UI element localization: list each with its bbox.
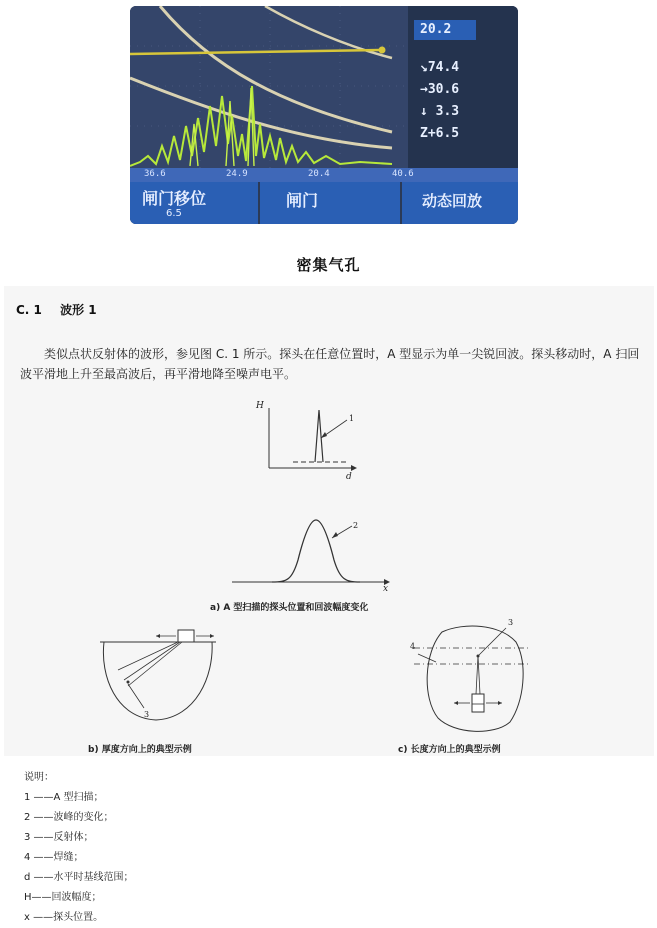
gate-move-value: 6.5 xyxy=(166,208,182,219)
ultrasound-screen-photo xyxy=(130,6,518,224)
marker-2: 2 xyxy=(353,521,359,530)
marker-1: 1 xyxy=(349,414,355,423)
figure-b-thickness xyxy=(96,626,226,726)
readout-value-4: Z+6.5 xyxy=(420,126,460,141)
scale-label: 20.4 xyxy=(308,169,330,179)
readout-value-0: 20.2 xyxy=(420,22,452,37)
description-paragraph: 类似点状反射体的波形，参见图 C. 1 所示。探头在任意位置时，A 型显示为单一尖锐回波。探头移动时，A 扫回波平滑地上升至最高波后，再平滑地降至噪声电平。 xyxy=(20,347,640,381)
axis-label-d: d xyxy=(346,472,352,482)
gate-button[interactable] xyxy=(260,182,400,224)
marker-3-c: 3 xyxy=(508,618,514,627)
scale-label: 36.6 xyxy=(144,169,166,179)
section-title: 波形 1 xyxy=(60,303,97,317)
legend xyxy=(24,768,134,928)
figure-a-caption: a) A 型扫描的探头位置和回波幅度变化 xyxy=(210,603,369,613)
legend-item: 2 ——波峰的变化； xyxy=(24,812,114,823)
figure-echo-envelope xyxy=(232,512,392,592)
legend-item: 1 ——A 型扫描； xyxy=(24,792,104,803)
legend-title: 说明： xyxy=(24,772,54,783)
section-heading xyxy=(16,301,97,318)
axis-label-x: x xyxy=(383,584,389,594)
legend-item: 3 ——反射体； xyxy=(24,832,94,843)
axis-label-h: H xyxy=(256,401,264,411)
readout-value-2: →30.6 xyxy=(420,82,460,97)
section-number: C. 1 xyxy=(16,303,42,317)
legend-item: H——回波幅度； xyxy=(24,892,102,903)
dynamic-playback-button[interactable] xyxy=(402,182,518,224)
dynamic-playback-label: 动态回放 xyxy=(422,192,483,210)
legend-item: d ——水平时基线范围； xyxy=(24,872,134,883)
gate-label: 闸门 xyxy=(286,191,319,210)
scale-label: 24.9 xyxy=(226,169,248,179)
photo-caption: 密集气孔 xyxy=(296,256,361,274)
legend-item: x ——探头位置。 xyxy=(24,912,104,923)
readout-value-3: ↓ 3.3 xyxy=(420,104,460,119)
figure-c-length xyxy=(414,618,530,736)
scale-label: 40.6 xyxy=(392,169,414,179)
figure-c-caption: c) 长度方向上的典型示例 xyxy=(398,745,501,755)
marker-4-c: 4 xyxy=(410,642,416,651)
readout-value-1: ↘74.4 xyxy=(420,60,460,75)
gate-move-label: 闸门移位 xyxy=(142,189,207,208)
gate-move-button[interactable] xyxy=(130,182,258,224)
figure-b-caption: b) 厚度方向上的典型示例 xyxy=(88,745,192,755)
legend-item: 4 ——焊缝； xyxy=(24,852,84,863)
marker-3-b: 3 xyxy=(144,710,150,719)
